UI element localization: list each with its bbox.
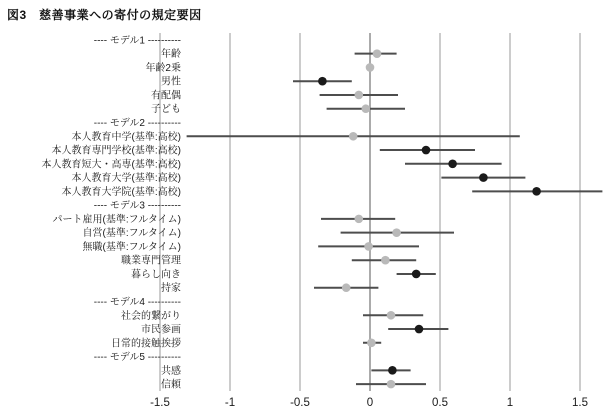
model-separator-row xyxy=(94,200,181,212)
row-label: 自営(基準:フルタイム) xyxy=(82,228,181,240)
x-tick-label: -1 xyxy=(224,397,236,409)
figure-title: 図3 慈善事業への寄付の規定要因 xyxy=(7,8,202,22)
coef-row xyxy=(161,281,378,294)
coef-row xyxy=(131,267,436,280)
estimate-dot-nonsignificant xyxy=(366,63,375,72)
row-label: 暮らし向き xyxy=(131,269,181,281)
model-separator-label: ---- モデル5 ---------- xyxy=(93,352,181,364)
x-tick-label: -1.5 xyxy=(150,397,170,409)
estimate-dot-significant xyxy=(388,366,397,375)
coef-row xyxy=(83,240,419,253)
coef-row xyxy=(121,309,423,322)
coef-row xyxy=(83,226,454,239)
estimate-dot-significant xyxy=(448,160,457,169)
row-label: 日常的接触挨拶 xyxy=(111,338,181,350)
x-tick-label: -0.5 xyxy=(290,397,310,409)
row-label: 年齢2乗 xyxy=(145,62,181,74)
estimate-dot-nonsignificant xyxy=(373,49,382,58)
row-label: 持家 xyxy=(161,283,181,295)
coef-row xyxy=(62,185,603,198)
model-separator-row xyxy=(94,296,181,308)
row-label: 有配偶 xyxy=(151,90,181,102)
coef-row xyxy=(111,336,381,349)
coef-row xyxy=(53,212,396,225)
coef-row xyxy=(151,88,398,101)
row-label: パート雇用(基準:フルタイム) xyxy=(52,214,181,226)
model-separator-row xyxy=(94,34,181,46)
estimate-dot-significant xyxy=(422,146,431,155)
estimate-dot-nonsignificant xyxy=(349,132,358,141)
coef-row xyxy=(161,378,426,391)
coef-row xyxy=(161,75,352,88)
estimate-dot-significant xyxy=(415,325,424,334)
estimate-dot-nonsignificant xyxy=(387,311,396,320)
coef-row xyxy=(121,254,416,267)
estimate-dot-significant xyxy=(412,270,421,279)
estimate-dot-nonsignificant xyxy=(355,91,364,100)
estimate-dot-nonsignificant xyxy=(392,228,401,237)
x-tick-label: 1 xyxy=(506,397,514,409)
estimate-dot-significant xyxy=(532,187,541,196)
row-label: 本人教育大学院(基準:高校) xyxy=(61,186,181,198)
estimate-dot-nonsignificant xyxy=(362,104,371,113)
coef-row xyxy=(72,130,520,143)
estimate-dot-significant xyxy=(479,173,488,182)
model-separator-row xyxy=(94,351,181,363)
coef-row xyxy=(141,323,448,336)
row-label: 本人教育大学(基準:高校) xyxy=(71,173,181,185)
model-separator-label: ---- モデル3 ---------- xyxy=(93,200,181,212)
row-label: 本人教育短大・高専(基準:高校) xyxy=(41,159,181,171)
coef-row xyxy=(161,47,397,60)
row-label: 無職(基準:フルタイム) xyxy=(82,241,181,253)
row-label: 共感 xyxy=(161,365,181,377)
coef-row xyxy=(42,157,502,170)
model-separator-label: ---- モデル4 ---------- xyxy=(93,297,181,308)
row-label: 職業専門管理 xyxy=(121,255,181,267)
row-label: 本人教育中学(基準:高校) xyxy=(71,131,181,143)
estimate-dot-nonsignificant xyxy=(387,380,396,389)
estimate-dot-nonsignificant xyxy=(342,283,351,292)
estimate-dot-nonsignificant xyxy=(367,339,376,348)
estimate-dot-significant xyxy=(318,77,327,86)
model-separator-label: ---- モデル2 ---------- xyxy=(93,118,181,129)
estimate-dot-nonsignificant xyxy=(381,256,390,265)
row-label: 社会的繋がり xyxy=(121,310,181,322)
model-separator-label: ---- モデル1 ---------- xyxy=(93,35,181,47)
coef-row xyxy=(151,103,405,115)
x-tick-label: 0.5 xyxy=(432,397,448,409)
coef-row xyxy=(161,364,411,377)
row-label: 子ども xyxy=(151,104,181,116)
row-label: 市民参画 xyxy=(141,324,181,336)
model-separator-row xyxy=(94,117,181,129)
row-label: 男性 xyxy=(161,76,181,88)
estimate-dot-nonsignificant xyxy=(364,242,373,251)
row-label: 本人教育専門学校(基準:高校) xyxy=(51,145,181,157)
x-tick-label: 0 xyxy=(366,397,374,409)
coef-row xyxy=(145,61,374,74)
coef-row xyxy=(72,171,526,184)
estimate-dot-nonsignificant xyxy=(355,215,364,224)
coef-row xyxy=(52,144,475,157)
row-label: 信頼 xyxy=(161,379,181,391)
x-tick-label: 1.5 xyxy=(572,397,588,409)
row-label: 年齢 xyxy=(161,49,181,61)
